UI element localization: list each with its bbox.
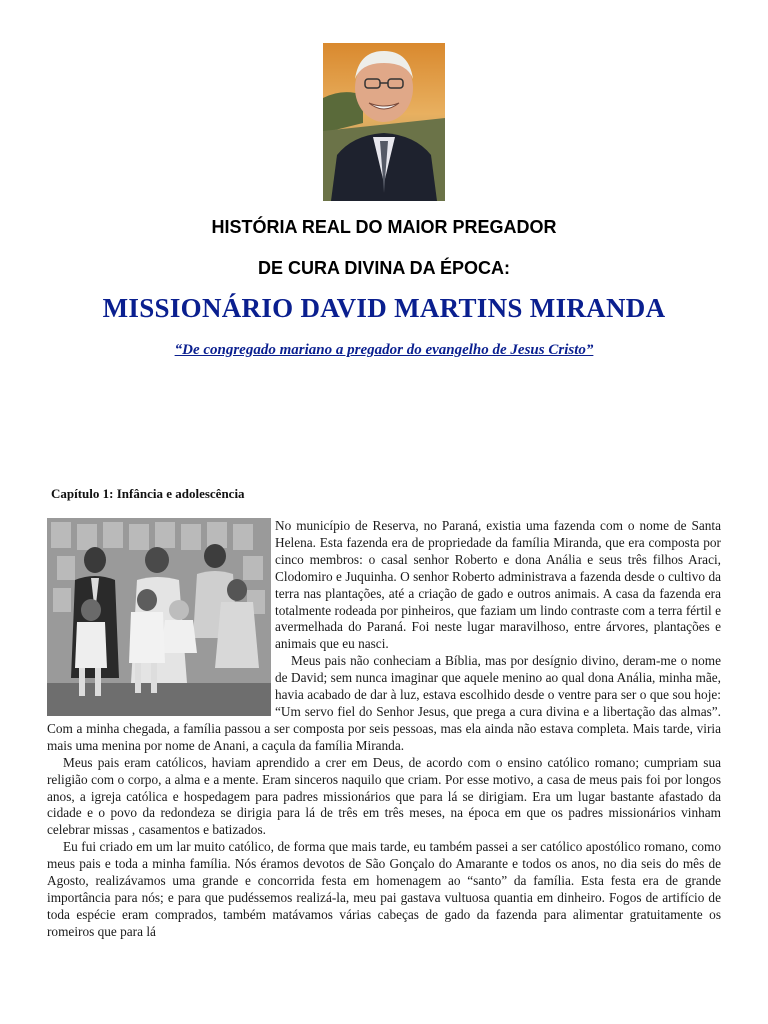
heading-line-1: HISTÓRIA REAL DO MAIOR PREGADOR xyxy=(211,217,557,237)
paragraph: No município de Reserva, no Paraná, existia uma fazenda com o nome de Santa Helena. Esta fazenda era de propriedade da família Miranda, que era composta por cinco membros: o casal senhor Roberto e dona Anália e seus três filhos Araci, Clodomiro e Juquinha. O senhor Roberto administrava a fazenda desde o cultivo da terra nas plantações, até a criação de gado e outros animais. A casa da fazenda era totalmente rodeada por pinheiros, que faziam um lindo contraste com a terra fértil e avermelhada do Paraná. Foi neste lugar maravilhoso, entre árvores, plantações e animais que eu nasci. xyxy=(275,518,721,652)
document-subtitle: “De congregado mariano a pregador do evangelho de Jesus Cristo” xyxy=(174,342,594,358)
portrait-photo xyxy=(323,43,445,201)
paragraph: Eu fui criado em um lar muito católico, de forma que mais tarde, eu também passei a ser católico apostólico romano, como meus pais e toda a minha família. Nós éramos devotos de São Gonçalo do Amarante e todos os anos, no dia seis do mês de Agosto, realizávamos uma grande e concorrida festa em homenagem ao “santo” da família. Esta festa era de grande importância para nós; e para que pudéssemos realizá-la, meu pai gastava vultuosa quantia em dinheiro. Fogos de artifício de toda espécie eram comprados, também matávamos várias cabeças de gado da fazenda para alimentar gratuitamente os romeiros que para lá xyxy=(47,839,721,939)
body-text xyxy=(47,518,721,941)
paragraph: Meus pais não conheciam a Bíblia, mas por desígnio divino, deram-me o nome de David; sem nunca imaginar que aquele menino ao qual dona Anália, minha mãe, havia acabado de dar à luz, estava escolhido desde o ventre para ser o que sou hoje: “Um servo fiel do Senhor Jesus, que prega a cura divina e a libertação das almas”. Com a minha chegada, a família passou a ser composta por seis pessoas, mas ela ainda não estava completa. Mais tarde, viria mais uma menina por nome de Anani, a caçula da família Miranda. xyxy=(47,653,721,753)
paragraph: Meus pais eram católicos, haviam aprendido a crer em Deus, de acordo com o ensino católico romano; cumpriam sua religião com o corpo, a alma e a mente. Eram sinceros naquilo que criam. Por esse motivo, a casa de meus pais foi por longos anos, a igreja católica e hospedagem para padres missionários que para lá se dirigiam. Era um lugar bastante afastado da cidade e o povo da redondeza se dirigia para lá de três em três meses, na época em que os padres missionários vinham celebrar missas , casamentos e batizados. xyxy=(47,754,721,838)
family-photo xyxy=(47,518,271,716)
chapter-heading: Capítulo 1: Infância e adolescência xyxy=(51,486,245,501)
document-title: MISSIONÁRIO DAVID MARTINS MIRANDA xyxy=(102,293,666,323)
heading-line-2: DE CURA DIVINA DA ÉPOCA: xyxy=(257,258,510,278)
